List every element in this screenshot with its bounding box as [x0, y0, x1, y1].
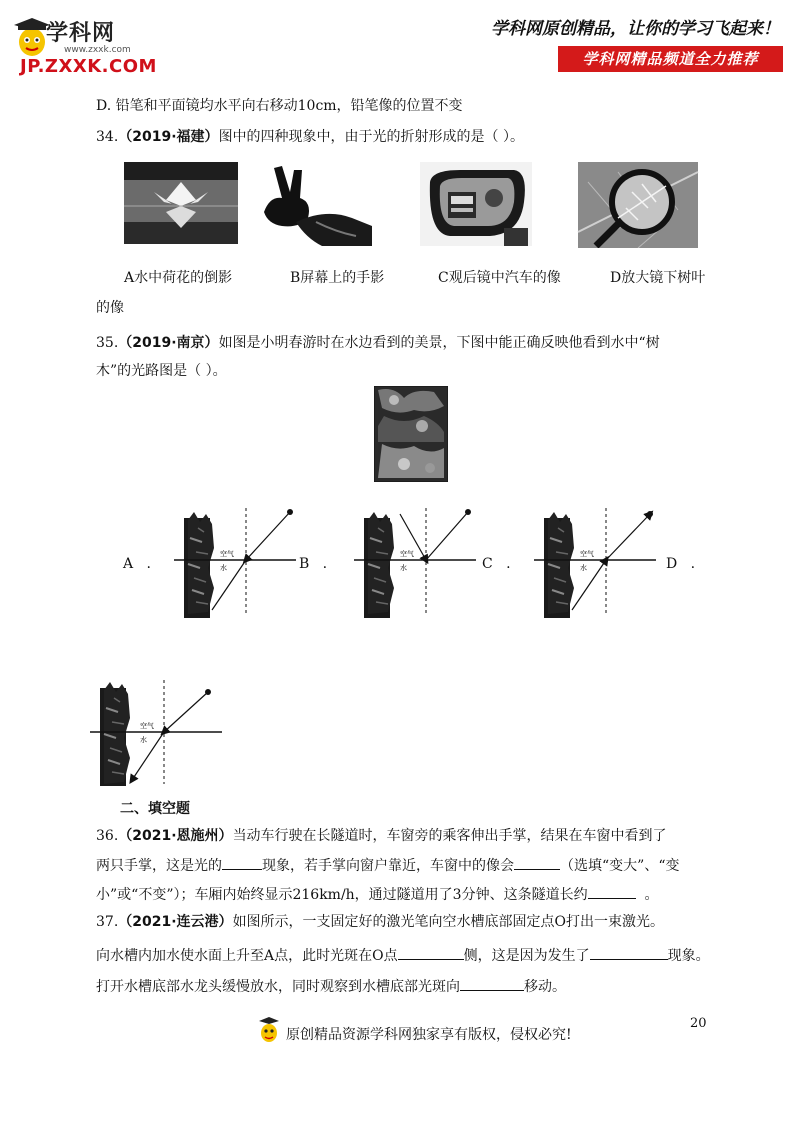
photo-magnifier-leaf [578, 162, 698, 248]
header-slogan: 学科网原创精品，让你的学习飞起来！ [491, 19, 780, 39]
q36-line3: 小”或“不变”）；车厢内始终显示216km/h，通过隧道用了3分钟、这条隧道长约 。 [96, 884, 659, 905]
q35-option-d: D . [666, 556, 696, 572]
q37-blank-1[interactable] [398, 945, 464, 960]
footer-mascot-icon [258, 1016, 280, 1044]
q34-option-d-wrap: 的像 [96, 300, 124, 316]
q34-source: （2019·福建） [118, 129, 219, 145]
q36-blank-2[interactable] [514, 855, 560, 870]
diagram-c [534, 508, 656, 618]
label-water-c: 水 [580, 564, 587, 572]
photo-hand-shadow [256, 162, 372, 246]
q37-blank-2[interactable] [590, 945, 668, 960]
q35-scene-photo [374, 386, 448, 482]
q35-option-diagrams [120, 500, 710, 620]
q37-line2: 向水槽内加水使水面上升至A点，此时光斑在O点 侧，这是因为发生了 现象。 [96, 945, 710, 966]
q35-source: （2019·南京） [118, 335, 219, 351]
section-title-fill-blank: 二、填空题 [120, 801, 190, 817]
label-water-a: 水 [220, 564, 227, 572]
footer-copyright: 原创精品资源学科网独家享有版权，侵权必究! [286, 1027, 572, 1043]
q36-source: （2021·恩施州） [118, 828, 233, 844]
q36-line1: 36.（2021·恩施州）当动车行驶在长隧道时，车窗旁的乘客伸出手掌，结果在车窗中看到了 [96, 828, 667, 844]
q37-blank-3[interactable] [460, 976, 524, 991]
q34-number: 34. [96, 129, 119, 145]
q33-option-d: D. 铅笔和平面镜均水平向右移动10cm，铅笔像的位置不变 [96, 98, 463, 114]
logo-url: JP.ZXXK.COM [20, 56, 157, 77]
q35-text: 如图是小明春游时在水边看到的美景，下图中能正确反映他看到水中“树 [218, 335, 660, 351]
q34-photos [124, 162, 714, 248]
label-air-a: 空气 [220, 550, 234, 558]
q34-stem [96, 127, 524, 147]
header-banner[interactable]: 学科网精品频道全力推荐 [558, 46, 783, 72]
q34-text: 图中的四种现象中，由于光的折射形成的是（ ）。 [218, 129, 525, 145]
q35-stem-line2: 木”的光路图是（ ）。 [96, 363, 227, 379]
q37-source: （2021·连云港） [118, 914, 233, 930]
photo-lotus-reflection [124, 162, 238, 244]
label-water-b: 水 [400, 564, 407, 572]
q37-number: 37. [96, 914, 119, 930]
q35-option-b: B . [299, 556, 328, 572]
label-air-b: 空气 [400, 550, 414, 558]
q34-option-b: B屏幕上的手影 [290, 270, 385, 286]
q35-option-a: A . [123, 556, 151, 572]
diagram-a [174, 508, 296, 618]
q34-option-c: C观后镜中汽车的像 [438, 270, 561, 286]
label-water-d: 水 [140, 736, 147, 744]
q36-line2: 两只手掌，这是光的 现象，若手掌向窗户靠近，车窗中的像会 （选填“变大”、“变 [96, 855, 679, 876]
diagram-b [354, 508, 476, 618]
logo-text: 学科网 [46, 21, 116, 46]
label-air-c: 空气 [580, 550, 594, 558]
diagram-d [90, 676, 230, 786]
q37-line3: 打开水槽底部水龙头缓慢放水，同时观察到水槽底部光斑向 移动。 [96, 976, 566, 997]
q34-option-d: D放大镜下树叶 [610, 270, 706, 286]
page-number: 20 [690, 1016, 707, 1031]
q35-option-c: C . [482, 556, 511, 572]
logo-subtext: www.zxxk.com [64, 45, 131, 55]
q35-stem-line1 [96, 333, 660, 353]
site-logo[interactable] [12, 16, 162, 76]
q37-line1: 37.（2021·连云港）如图所示，一支固定好的激光笔向空水槽底部固定点O打出一束激光。 [96, 914, 665, 930]
q35-number: 35. [96, 335, 119, 351]
q36-number: 36. [96, 828, 119, 844]
label-air-d: 空气 [140, 722, 154, 730]
q36-blank-1[interactable] [222, 855, 262, 870]
photo-rear-mirror [420, 162, 532, 246]
q34-option-a: A水中荷花的倒影 [124, 270, 233, 286]
q36-blank-3[interactable] [588, 884, 636, 899]
